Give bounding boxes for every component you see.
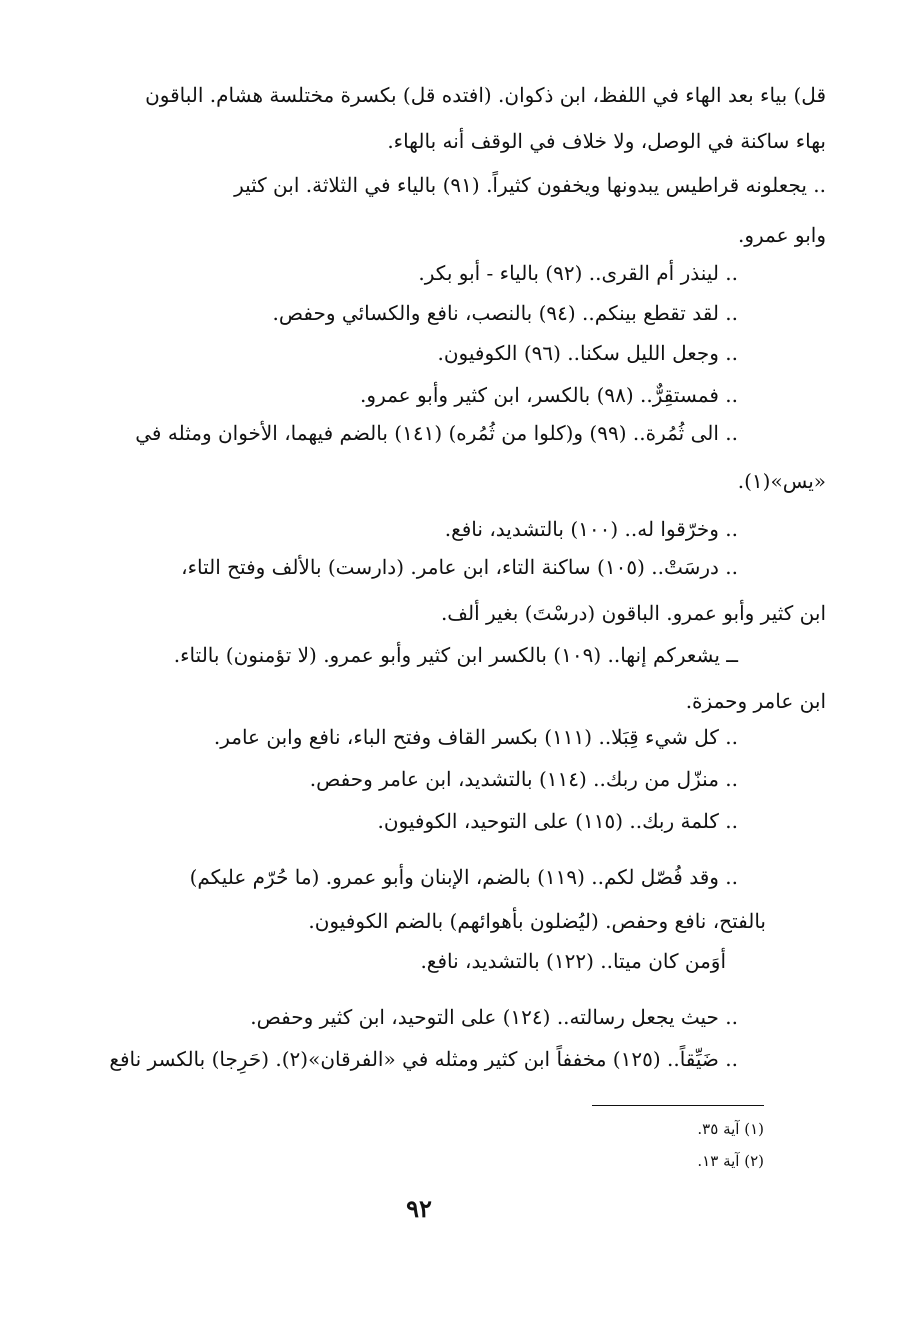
- text-line: وابو عمرو.: [737, 223, 826, 247]
- text-line: .. كلمة ربك.. (١١٥) على التوحيد، الكوفيون.: [377, 809, 738, 833]
- text-line: ابن كثير وأبو عمرو. الباقون (درسْتَ) بغير ألف.: [440, 601, 826, 625]
- text-line: .. وجعل الليل سكنا.. (٩٦) الكوفيون.: [437, 341, 738, 365]
- text-line: .. درسَتْ.. (١٠٥) ساكنة التاء، ابن عامر. (دارست) بالألف وفتح التاء،: [181, 555, 738, 579]
- text-line: .. حيث يجعل رسالته.. (١٢٤) على التوحيد، ابن كثير وحفص.: [250, 1005, 738, 1029]
- text-line: .. منزّل من ربك.. (١١٤) بالتشديد، ابن عامر وحفص.: [309, 767, 738, 791]
- text-line: .. وقد فُصّل لكم.. (١١٩) بالضم، الإبنان وأبو عمرو. (ما حُرّم عليكم): [189, 865, 738, 889]
- footnote: (١) آية ٣٥.: [697, 1120, 764, 1138]
- text-line: .. وخرّقوا له.. (١٠٠) بالتشديد، نافع.: [444, 517, 738, 541]
- text-line: .. ضَيِّقاً.. (١٢٥) مخففاً ابن كثير ومثله في «الفرقان»(٢). (حَرِجا) بالكسر نافع: [109, 1047, 738, 1071]
- text-line: قل) بياء بعد الهاء في اللفظ، ابن ذكوان. (افتده قل) بكسرة مختلسة هشام. الباقون: [145, 83, 826, 107]
- footnote: (٢) آية ١٣.: [697, 1152, 764, 1170]
- text-line: .. فمستقِرٌّ.. (٩٨) بالكسر، ابن كثير وأبو عمرو.: [360, 383, 738, 407]
- text-line: .. الى ثُمُرة.. (٩٩) و(كلوا من ثُمُره) (١٤١) بالضم فيهما، الأخوان ومثله في: [135, 421, 738, 445]
- text-line: .. لينذر أم القرى.. (٩٢) بالياء - أبو بكر.: [418, 261, 738, 285]
- text-line: ــ يشعركم إنها.. (١٠٩) بالكسر ابن كثير وأبو عمرو. (لا تؤمنون) بالتاء.: [173, 643, 738, 667]
- text-line: أوَمن كان ميتا.. (١٢٢) بالتشديد، نافع.: [420, 949, 726, 973]
- text-line: بالفتح، نافع وحفص. (ليُضلون بأهوائهم) بالضم الكوفيون.: [308, 909, 766, 933]
- text-line: بهاء ساكنة في الوصل، ولا خلاف في الوقف أنه بالهاء.: [387, 129, 826, 153]
- text-line: .. لقد تقطع بينكم.. (٩٤) بالنصب، نافع والكسائي وحفص.: [272, 301, 738, 325]
- page-number: ٩٢: [406, 1194, 432, 1223]
- text-line: .. كل شيء قِبَلا.. (١١١) بكسر القاف وفتح الباء، نافع وابن عامر.: [213, 725, 738, 749]
- text-line: «يس»(١).: [737, 469, 826, 493]
- text-line: .. يجعلونه قراطيس يبدونها ويخفون كثيراً. (٩١) بالياء في الثلاثة. ابن كثير: [234, 173, 826, 197]
- text-line: ابن عامر وحمزة.: [685, 689, 826, 713]
- footnote-divider: [592, 1105, 764, 1106]
